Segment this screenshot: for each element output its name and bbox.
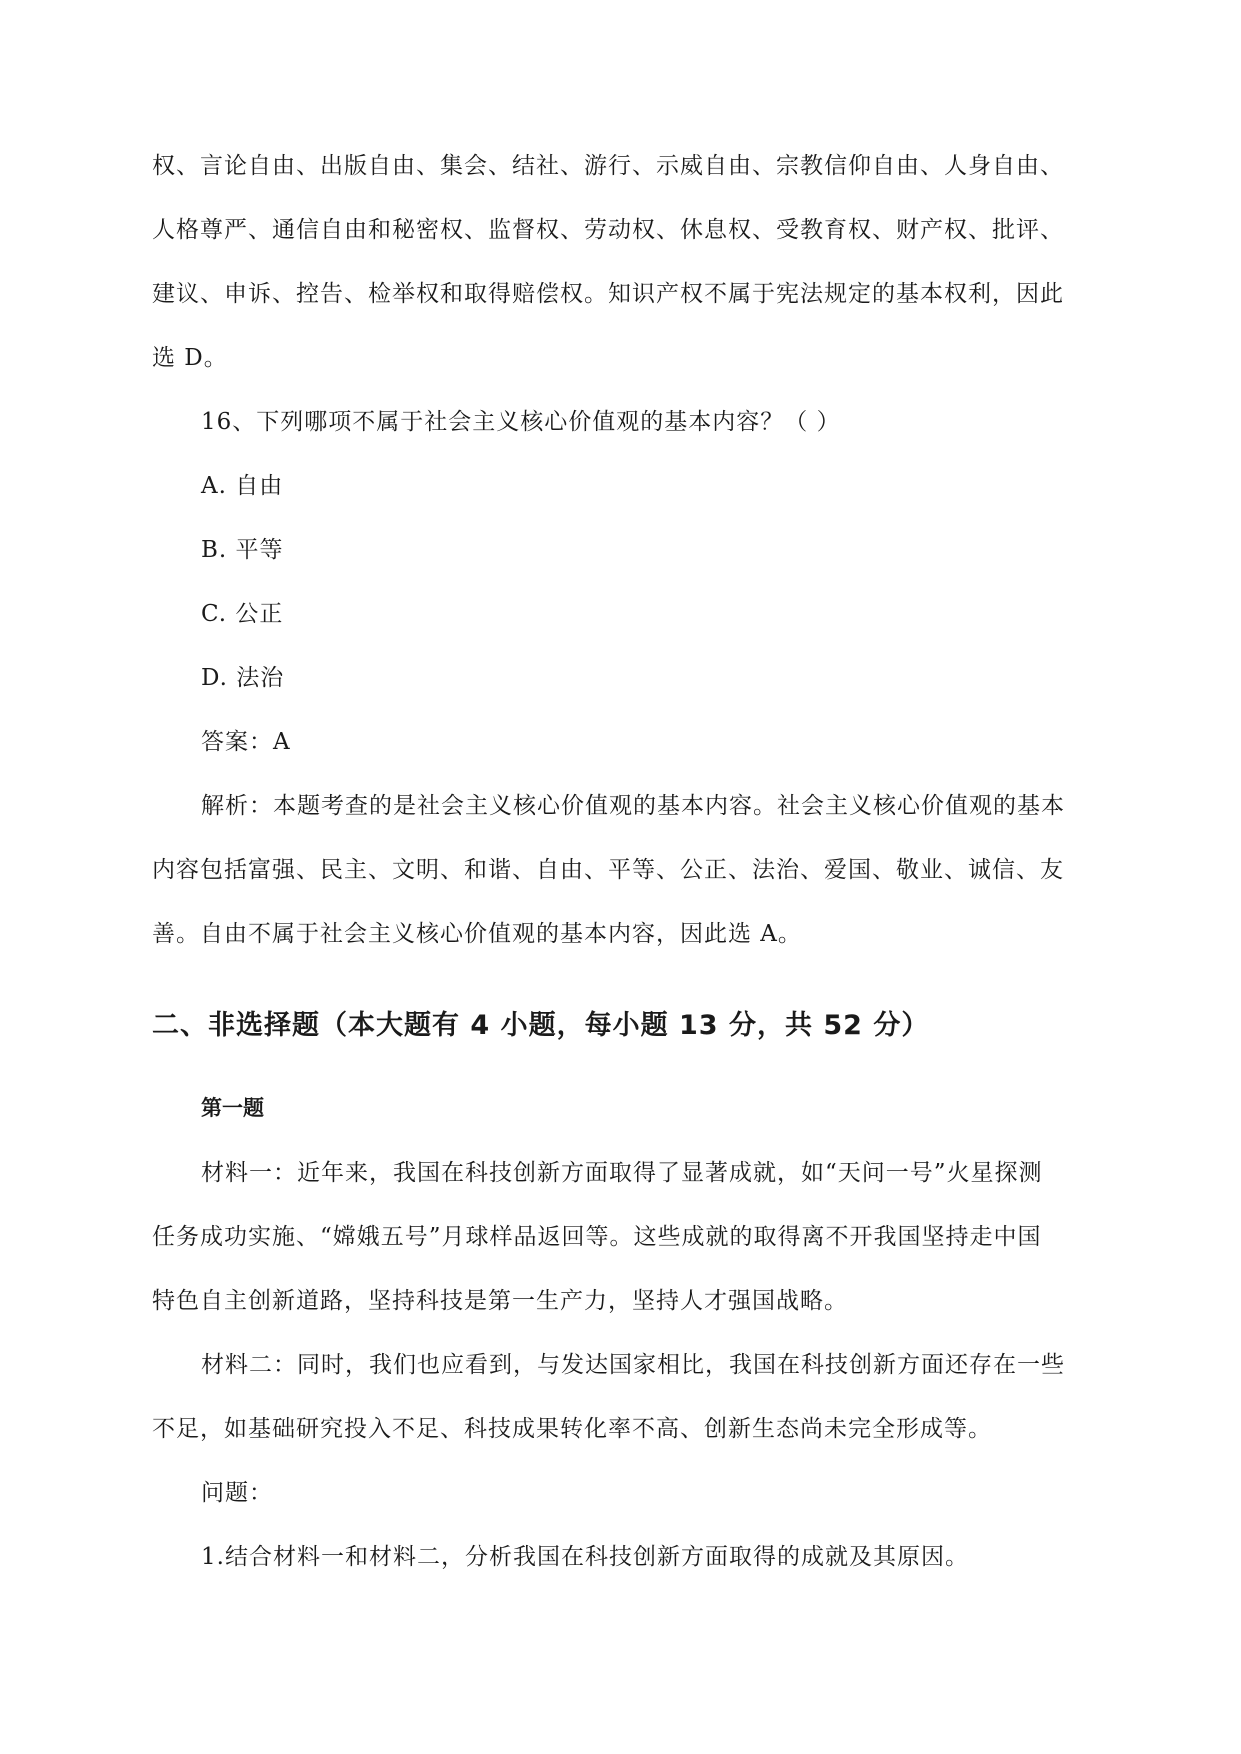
material-1-line-3: 特色自主创新道路，坚持科技是第一生产力，坚持人才强国战略。 (152, 1288, 848, 1314)
q16-answer: 答案：A (201, 729, 291, 755)
material-1-line-1: 材料一：近年来，我国在科技创新方面取得了显著成就，如“天问一号”火星探测 (201, 1160, 1043, 1186)
section-2-heading: 二、非选择题（本大题有 4 小题，每小题 13 分，共 52 分） (152, 1010, 930, 1041)
q16-option-d: D. 法治 (201, 665, 285, 691)
q16-explanation-line-3: 善。自由不属于社会主义核心价值观的基本内容，因此选 A。 (152, 921, 802, 947)
q16-option-a: A. 自由 (201, 473, 284, 499)
q16-option-b: B. 平等 (201, 537, 284, 563)
q15-explanation-line-2: 人格尊严、通信自由和秘密权、监督权、劳动权、休息权、受教育权、财产权、批评、 (152, 217, 1064, 243)
q16-option-c: C. 公正 (201, 601, 284, 627)
q15-explanation-line-4: 选 D。 (152, 345, 228, 371)
problem-1-title: 第一题 (201, 1096, 264, 1120)
question-1: 1.结合材料一和材料二，分析我国在科技创新方面取得的成就及其原因。 (201, 1544, 969, 1570)
q15-explanation-line-1: 权、言论自由、出版自由、集会、结社、游行、示威自由、宗教信仰自由、人身自由、 (152, 153, 1064, 179)
q16-question: 16、下列哪项不属于社会主义核心价值观的基本内容？（ ） (201, 409, 841, 435)
material-2-line-1: 材料二：同时，我们也应看到，与发达国家相比，我国在科技创新方面还存在一些 (201, 1352, 1065, 1378)
q16-explanation-line-1: 解析：本题考查的是社会主义核心价值观的基本内容。社会主义核心价值观的基本 (201, 793, 1065, 819)
question-label: 问题： (201, 1480, 273, 1506)
material-2-line-2: 不足，如基础研究投入不足、科技成果转化率不高、创新生态尚未完全形成等。 (152, 1416, 992, 1442)
material-1-line-2: 任务成功实施、“嫦娥五号”月球样品返回等。这些成就的取得离不开我国坚持走中国 (152, 1224, 1042, 1250)
q15-explanation-line-3: 建议、申诉、控告、检举权和取得赔偿权。知识产权不属于宪法规定的基本权利，因此 (152, 281, 1064, 307)
q16-explanation-line-2: 内容包括富强、民主、文明、和谐、自由、平等、公正、法治、爱国、敬业、诚信、友 (152, 857, 1064, 883)
